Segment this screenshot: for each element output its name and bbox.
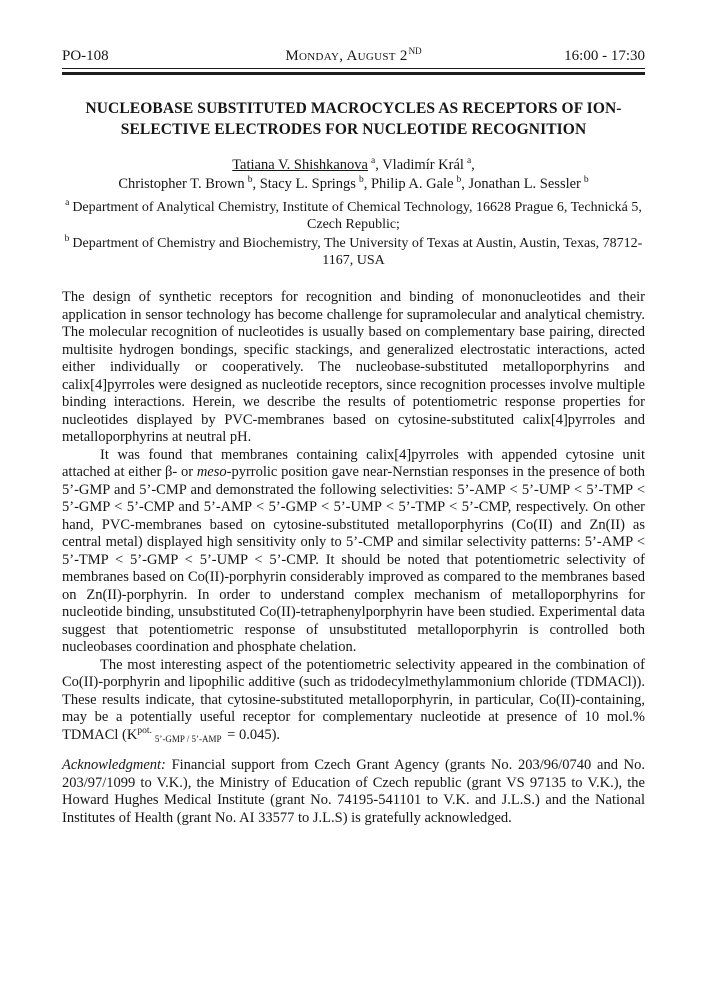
affiliation-mark-b: b bbox=[358, 175, 364, 186]
author-name: , Jonathan L. Sessler bbox=[461, 176, 581, 192]
paragraph-text: = 0.045). bbox=[223, 726, 281, 743]
affiliation-mark-b: b bbox=[247, 175, 253, 186]
session-day-text: Monday, August 2 bbox=[285, 48, 408, 64]
abstract-paragraph-3 bbox=[62, 657, 645, 745]
paragraph-text: -pyrrolic position gave near-Nernstian responses in the presence of both 5’-GMP and 5’-CMP and demonstrated the following selectivities: 5’-AMP < 5’-UMP < 5’-TMP < 5’-GMP < 5’-CMP and 5’-AMP < 5’-GMP < 5’-UMP < 5’-TMP < 5’-CMP, respectively. On other hand, PVC-membranes based on cytosine-substituted metalloporphyrins (Co(II) and Zn(II) as central metal) displayed high sensitivity only to 5’-CMP and similar selectivity patterns: 5’-AMP < 5’-TMP < 5’-GMP < 5’-UMP < 5’-CMP. It should be noted that potentiometric selectivity of membranes based on Co(II)-porphyrin considerably improved as compared to the membranes based on Zn(II)-porphyrin. In order to understand complex mechanism of metalloporphyrins for nucleotide binding, unsubstituted Co(II)-tetraphenylporphyrin have been studied. Experimental data suggest that potentiometric response of unsubstituted metalloporphyrin is controlled both nucleobases coordination and phosphate chelation. bbox=[62, 464, 645, 655]
k-pot-superscript: pot. bbox=[137, 725, 152, 736]
paragraph-text: The most interesting aspect of the potentiometric selectivity appeared in the combination of Co(II)-porphyrin and lipophilic additive (such as tridodecylmethylammonium chloride (TDMACl)). These results indicate, that cytosine-substituted metalloporphyrin, in particular, Co(II)-containing, may be a potentially useful receptor for complementary nucleotide at presence of 10 mol.% TDMACl (K bbox=[62, 656, 645, 743]
affiliation-mark-b: b bbox=[64, 234, 70, 245]
affiliation-b bbox=[62, 235, 645, 269]
author-separator: , bbox=[471, 157, 475, 173]
presenting-author: Tatiana V. Shishkanova bbox=[232, 157, 368, 173]
session-code: PO-108 bbox=[62, 48, 109, 64]
paper-title: NUCLEOBASE SUBSTITUTED MACROCYCLES AS RECEPTORS OF ION-SELECTIVE ELECTRODES FOR NUCLEOTIDE RECOGNITION bbox=[85, 100, 622, 138]
affiliation-list bbox=[62, 199, 645, 269]
author-line-1 bbox=[62, 156, 645, 175]
acknowledgment bbox=[62, 757, 645, 827]
affiliation-text: Department of Chemistry and Biochemistry, The University of Texas at Austin, Austin, Texas, 78712-1167, USA bbox=[72, 236, 643, 268]
author-name: , Philip A. Gale bbox=[363, 176, 454, 192]
acknowledgment-text: Financial support from Czech Grant Agency (grants No. 203/96/0740 and No. 203/97/1099 to V.K.), the Ministry of Education of Czech republic (grant VS 97135 to V.K.), the Howard Hughes Medical Institute (grant No. 74195-541101 to V.K. and J.L.S.) and the National Institutes of Health (grant No. AI 33577 to J.L.S) is gratefully acknowledged. bbox=[62, 757, 645, 826]
author-name: , Stacy L. Springs bbox=[252, 176, 356, 192]
affiliation-mark-a: a bbox=[65, 198, 70, 209]
affiliation-mark-a: a bbox=[466, 156, 472, 167]
acknowledgment-label: Acknowledgment: bbox=[62, 757, 166, 773]
abstract-body bbox=[62, 289, 645, 744]
session-day bbox=[208, 46, 500, 65]
affiliation-mark-b: b bbox=[456, 175, 462, 186]
affiliation-a bbox=[62, 199, 645, 233]
author-line-2 bbox=[62, 175, 645, 194]
author-name: Christopher T. Brown bbox=[118, 176, 245, 192]
abstract-paragraph-1: The design of synthetic receptors for recognition and binding of mononucleotides and their application in sensor technology has become challenge for supramolecular and analytical chemistry. The molecular recognition of nucleotides is usually based on complementary base pairing, directed multisite hydrogen bondings, specific stackings, and generalized electrostatic interactions, acted either individually or cooperatively. The nucleobase-substituted metalloporphyrins and calix[4]pyrroles were designed as nucleotide receptors, since recognition processes involve multiple binding interactions. Herein, we describe the results of potentiometric response properties for nucleotides displayed by PVC-membranes based on cytosine-substituted calix[4]pyrroles and metalloporphyrins at neutral pH. bbox=[62, 289, 645, 445]
session-header bbox=[62, 46, 645, 65]
affiliation-mark-b: b bbox=[583, 175, 589, 186]
paragraph-text: It was found that membranes containing calix[4]pyrroles with appended cytosine unit attached at either β- or bbox=[62, 446, 645, 480]
k-selectivity-subscript: 5’-GMP / 5’-AMP bbox=[154, 734, 222, 745]
header-divider bbox=[62, 68, 645, 75]
author-name: , Vladimír Král bbox=[375, 157, 464, 173]
meso-italic: meso bbox=[196, 464, 227, 480]
affiliation-mark-a: a bbox=[371, 156, 376, 167]
author-list bbox=[62, 156, 645, 194]
affiliation-text: Department of Analytical Chemistry, Institute of Chemical Technology, 16628 Prague 6, Technická 5, Czech Republic; bbox=[72, 200, 642, 232]
abstract-paragraph-2 bbox=[62, 447, 645, 657]
session-time: 16:00 - 17:30 bbox=[564, 48, 645, 64]
session-day-ordinal: ND bbox=[408, 46, 422, 56]
